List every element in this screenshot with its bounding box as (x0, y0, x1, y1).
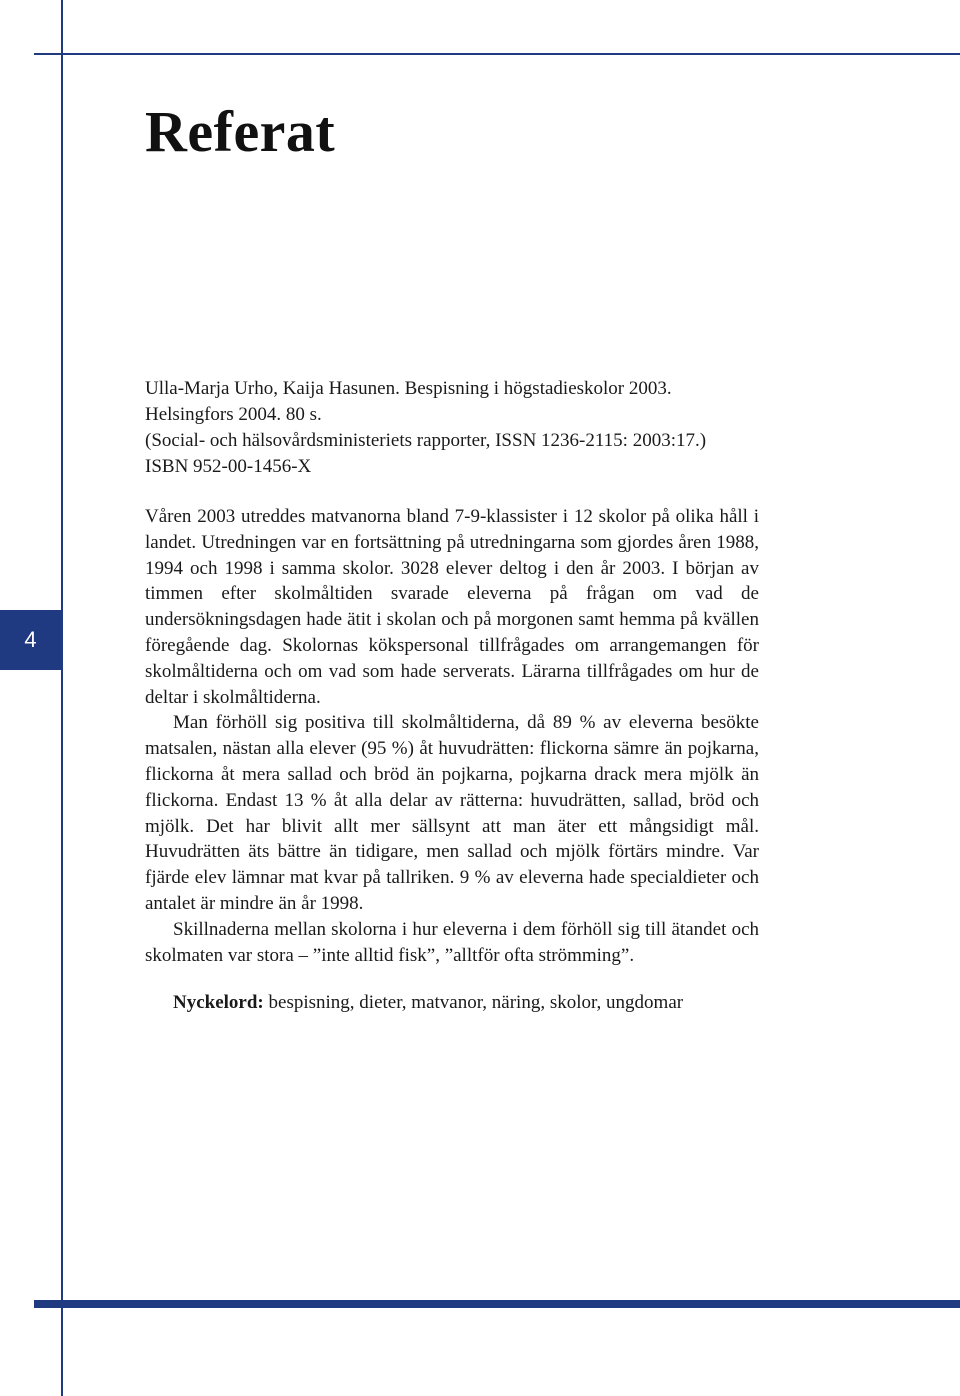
page-title: Referat (145, 99, 336, 164)
citation-line: Ulla-Marja Urho, Kaija Hasunen. Bespisning i högstadieskolor 2003. (145, 378, 672, 399)
citation-isbn: ISBN 952-00-1456-X (145, 456, 312, 477)
abstract-paragraph: Våren 2003 utreddes matvanorna bland 7-9-klassister i 12 skolor på olika håll i landet. Utredningen var en fortsättning på utredningarna som gjordes åren 1988, 1994 och 1998 i samma skolor. 3028 elever deltog i den år 2003. I början av timmen efter skolmåltiden svarade eleverna på frågan om vad de undersökningsdagen hade ätit i skolan och på morgonen samt hemma på kvällen föregående dag. Skolornas kökspersonal tillfrågades om arrangemangen för skolmåltiderna och om vad som hade serverats. Lärarna tillfrågades om hur de deltar i skolmåltiderna. (145, 506, 759, 708)
citation-line: Helsingfors 2004. 80 s. (145, 404, 322, 425)
keywords-text: bespisning, dieter, matvanor, näring, skolor, ungdomar (268, 992, 684, 1013)
page-number-tab (0, 610, 61, 670)
abstract-body (145, 504, 759, 968)
top-rule (34, 53, 960, 55)
page-number: 4 (24, 627, 37, 652)
abstract-paragraph: Man förhöll sig positiva till skolmåltiderna, då 89 % av eleverna besökte matsalen, nästan alla elever (95 %) åt huvudrätten: flickorna sämre än pojkarna, flickorna åt mera sallad och bröd än pojkarna, pojkarna drack mera mjölk än flickorna. Endast 13 % åt alla delar av rätterna: huvudrätten, sallad, bröd och mjölk. Det har blivit allt mer sällsynt att man äter ett mångsidigt mål. Huvudrätten äts bättre än tidigare, men sallad och mjölk förtärs mindre. Var fjärde elev lämnar mat kvar på tallriken. 9 % av eleverna hade specialdieter och antalet är mindre än år 1998. (145, 712, 759, 914)
keywords-line (173, 990, 683, 1016)
bottom-rule (34, 1300, 960, 1308)
keywords-label: Nyckelord: (173, 992, 264, 1013)
citation-line: (Social- och hälsovårdsministeriets rapporter, ISSN 1236-2115: 2003:17.) (145, 430, 707, 451)
citation-block (145, 376, 785, 480)
abstract-paragraph: Skillnaderna mellan skolorna i hur eleverna i dem förhöll sig till ätandet och skolmaten var stora – ”inte alltid fisk”, ”alltför ofta strömming”. (145, 918, 759, 966)
left-margin-rule (61, 0, 63, 1396)
